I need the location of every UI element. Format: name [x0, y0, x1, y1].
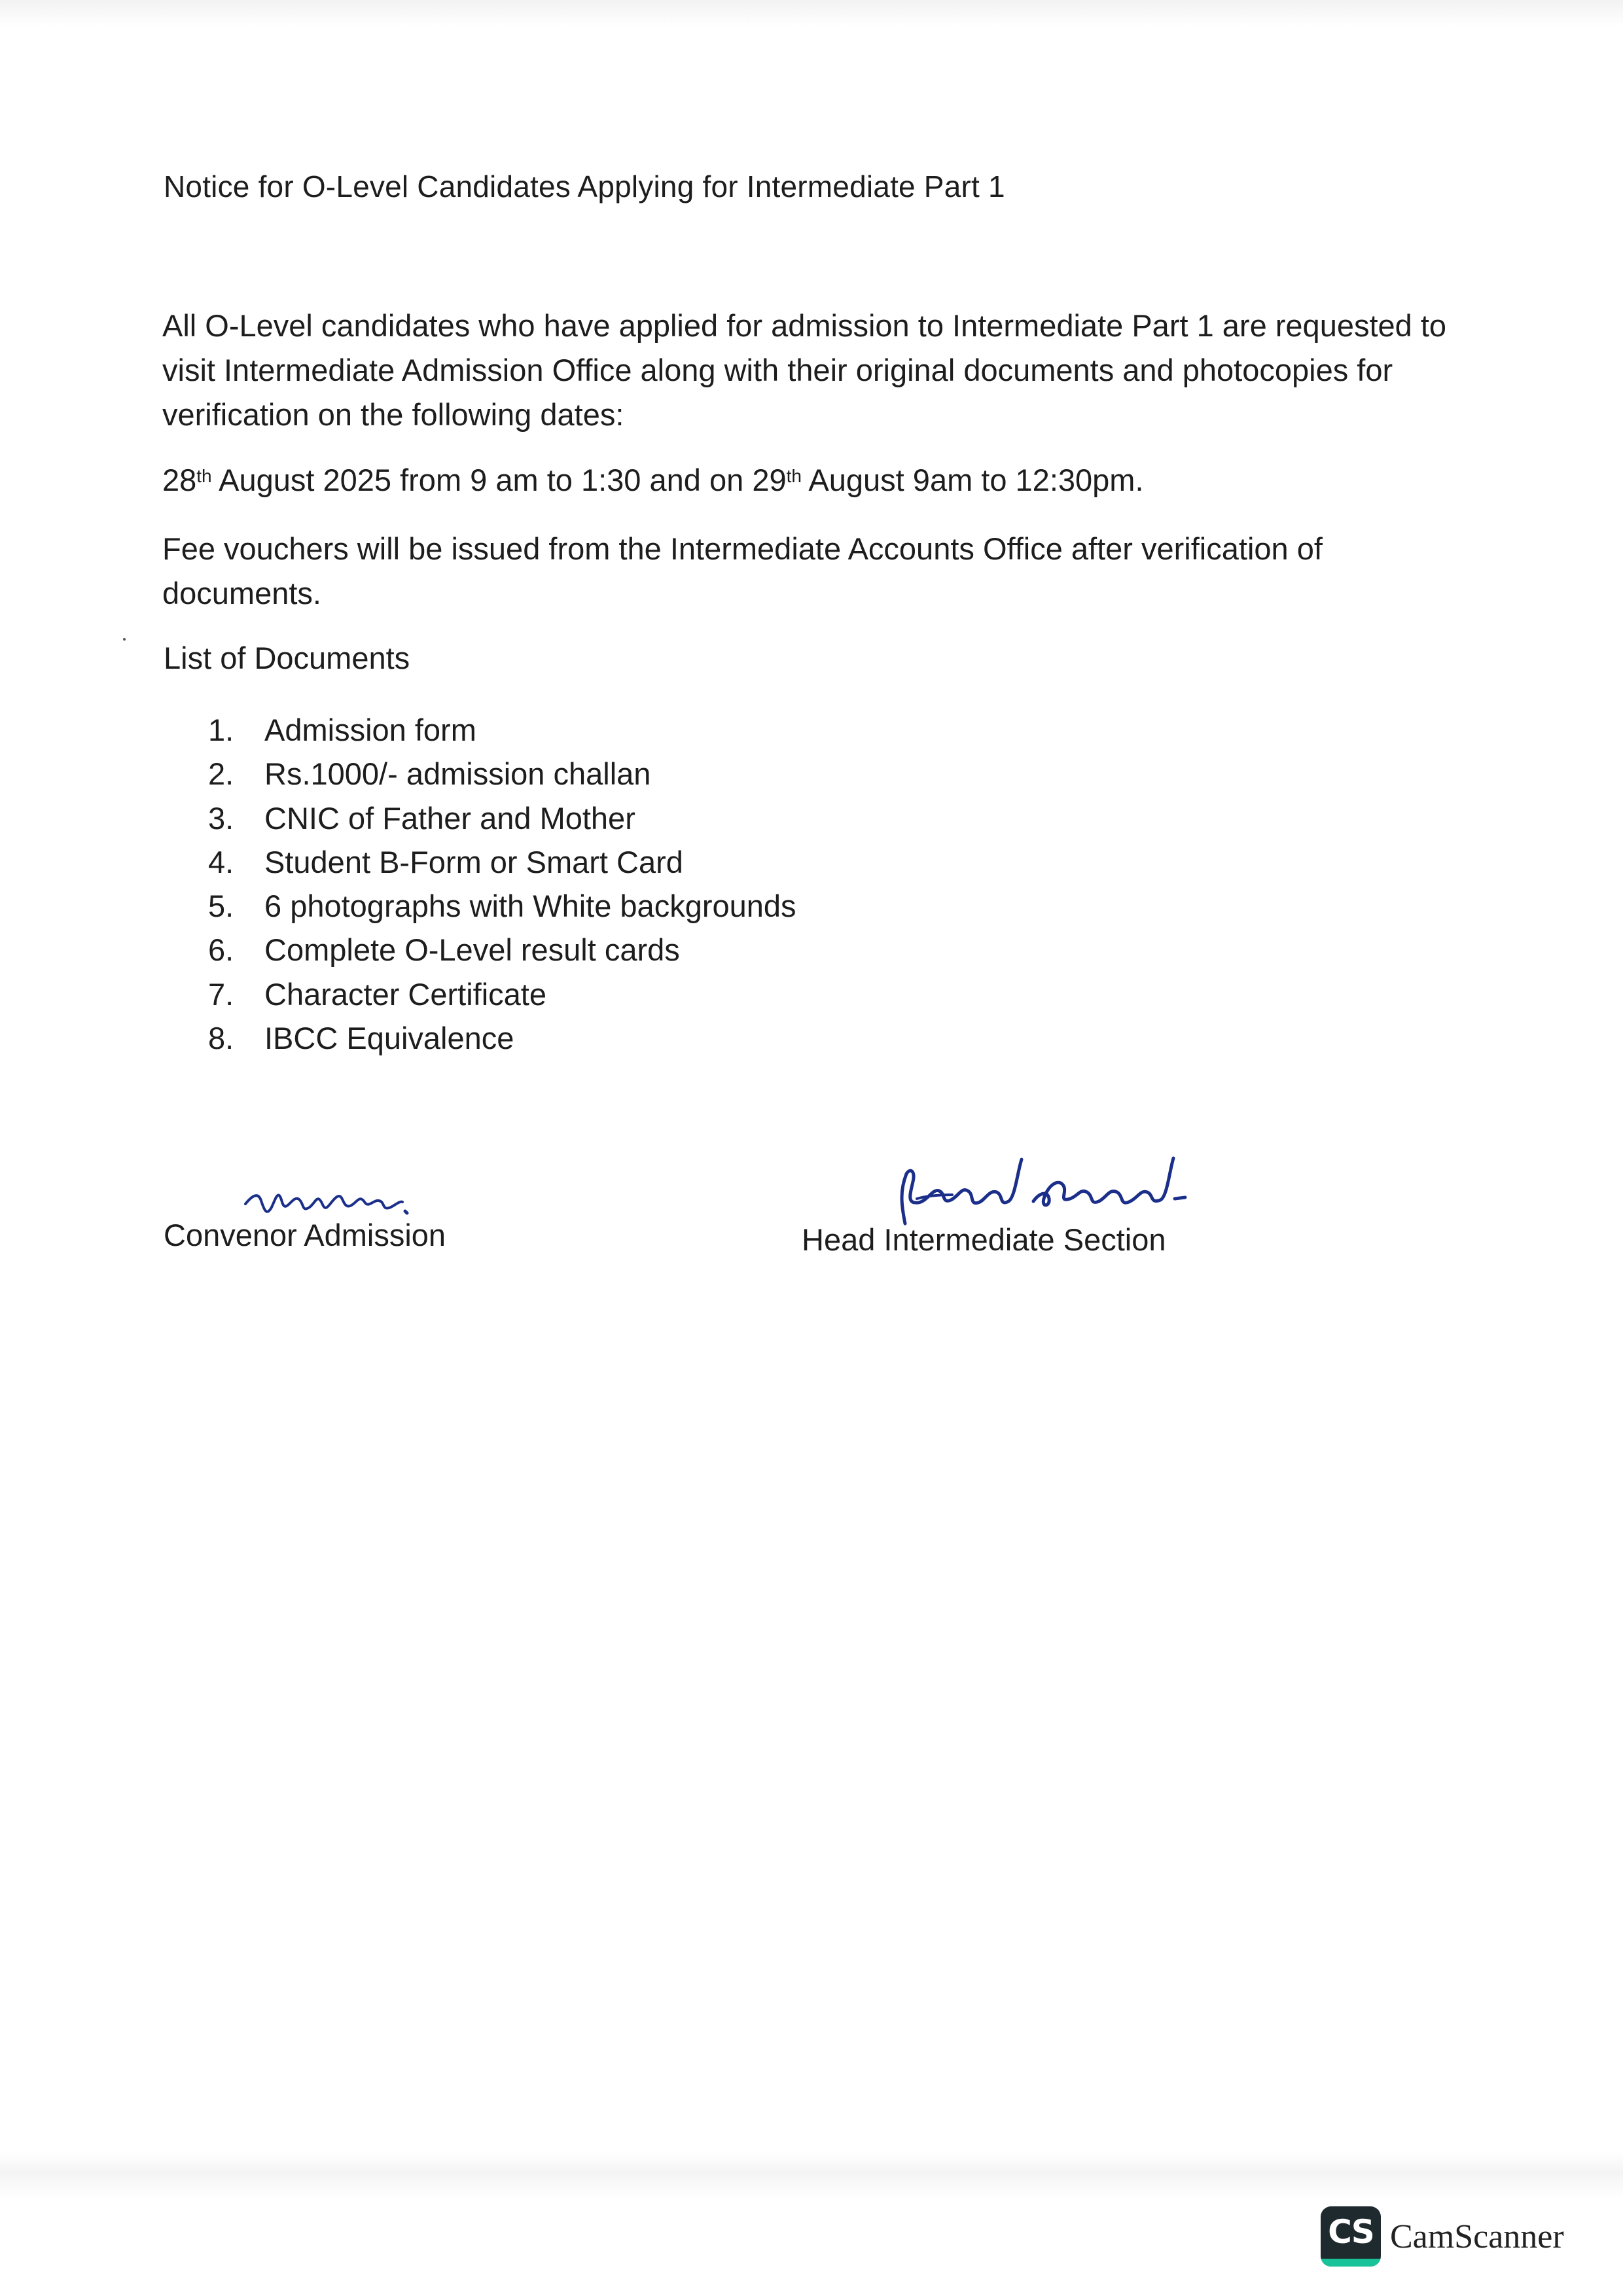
item-label: Student B-Form or Smart Card: [264, 844, 683, 879]
item-number: 6.: [208, 932, 234, 968]
fee-paragraph: Fee vouchers will be issued from the Intermediate Accounts Office after verification of documents.: [162, 531, 1323, 610]
day1-text: August 2025 from 9 am to 1:30 and on: [211, 463, 753, 497]
list-item: [208, 1016, 796, 1060]
day1-suffix: th: [196, 466, 212, 486]
logo-text: CS: [1328, 2213, 1374, 2251]
item-number: 7.: [208, 976, 234, 1012]
day2-number: 29: [752, 463, 787, 497]
verification-dates: [162, 458, 1471, 503]
head-title: Head Intermediate Section: [802, 1222, 1166, 1257]
item-number: 2.: [208, 756, 234, 792]
item-label: Admission form: [264, 713, 476, 747]
item-label: Character Certificate: [264, 976, 546, 1012]
document-list: [208, 708, 796, 1060]
convenor-title: Convenor Admission: [164, 1218, 446, 1252]
item-number: 1.: [208, 713, 234, 747]
list-item: [208, 972, 796, 1016]
camscanner-watermark: [1321, 2206, 1564, 2267]
item-label: Complete O-Level result cards: [264, 932, 680, 968]
item-label: IBCC Equivalence: [264, 1021, 514, 1056]
list-title: List of Documents: [164, 641, 410, 675]
item-number: 4.: [208, 844, 234, 879]
item-number: 8.: [208, 1021, 234, 1056]
list-item: [208, 752, 796, 796]
list-item: [208, 796, 796, 840]
camscanner-brand: CamScanner: [1390, 2217, 1564, 2255]
scan-speck: [123, 638, 126, 641]
list-item: [208, 928, 796, 972]
item-label: CNIC of Father and Mother: [264, 800, 635, 836]
item-number: 5.: [208, 889, 234, 924]
day2-text: August 9am to 12:30pm.: [801, 463, 1144, 497]
camscanner-logo-icon: [1321, 2206, 1381, 2267]
list-item: [208, 708, 796, 752]
list-item: [208, 884, 796, 928]
item-number: 3.: [208, 800, 234, 836]
day1-number: 28: [162, 463, 197, 497]
list-item: [208, 840, 796, 884]
intro-paragraph: All O-Level candidates who have applied for admission to Intermediate Part 1 are requested to visit Intermediate Admission Office along with their original documents and photocopies for verification on the following dates:: [162, 308, 1447, 432]
notice-heading: Notice for O-Level Candidates Applying for Intermediate Part 1: [164, 169, 1005, 203]
item-label: 6 photographs with White backgrounds: [264, 889, 796, 924]
item-label: Rs.1000/- admission challan: [264, 756, 651, 792]
day2-suffix: th: [786, 466, 802, 486]
logo-accent-bar: [1321, 2259, 1381, 2267]
